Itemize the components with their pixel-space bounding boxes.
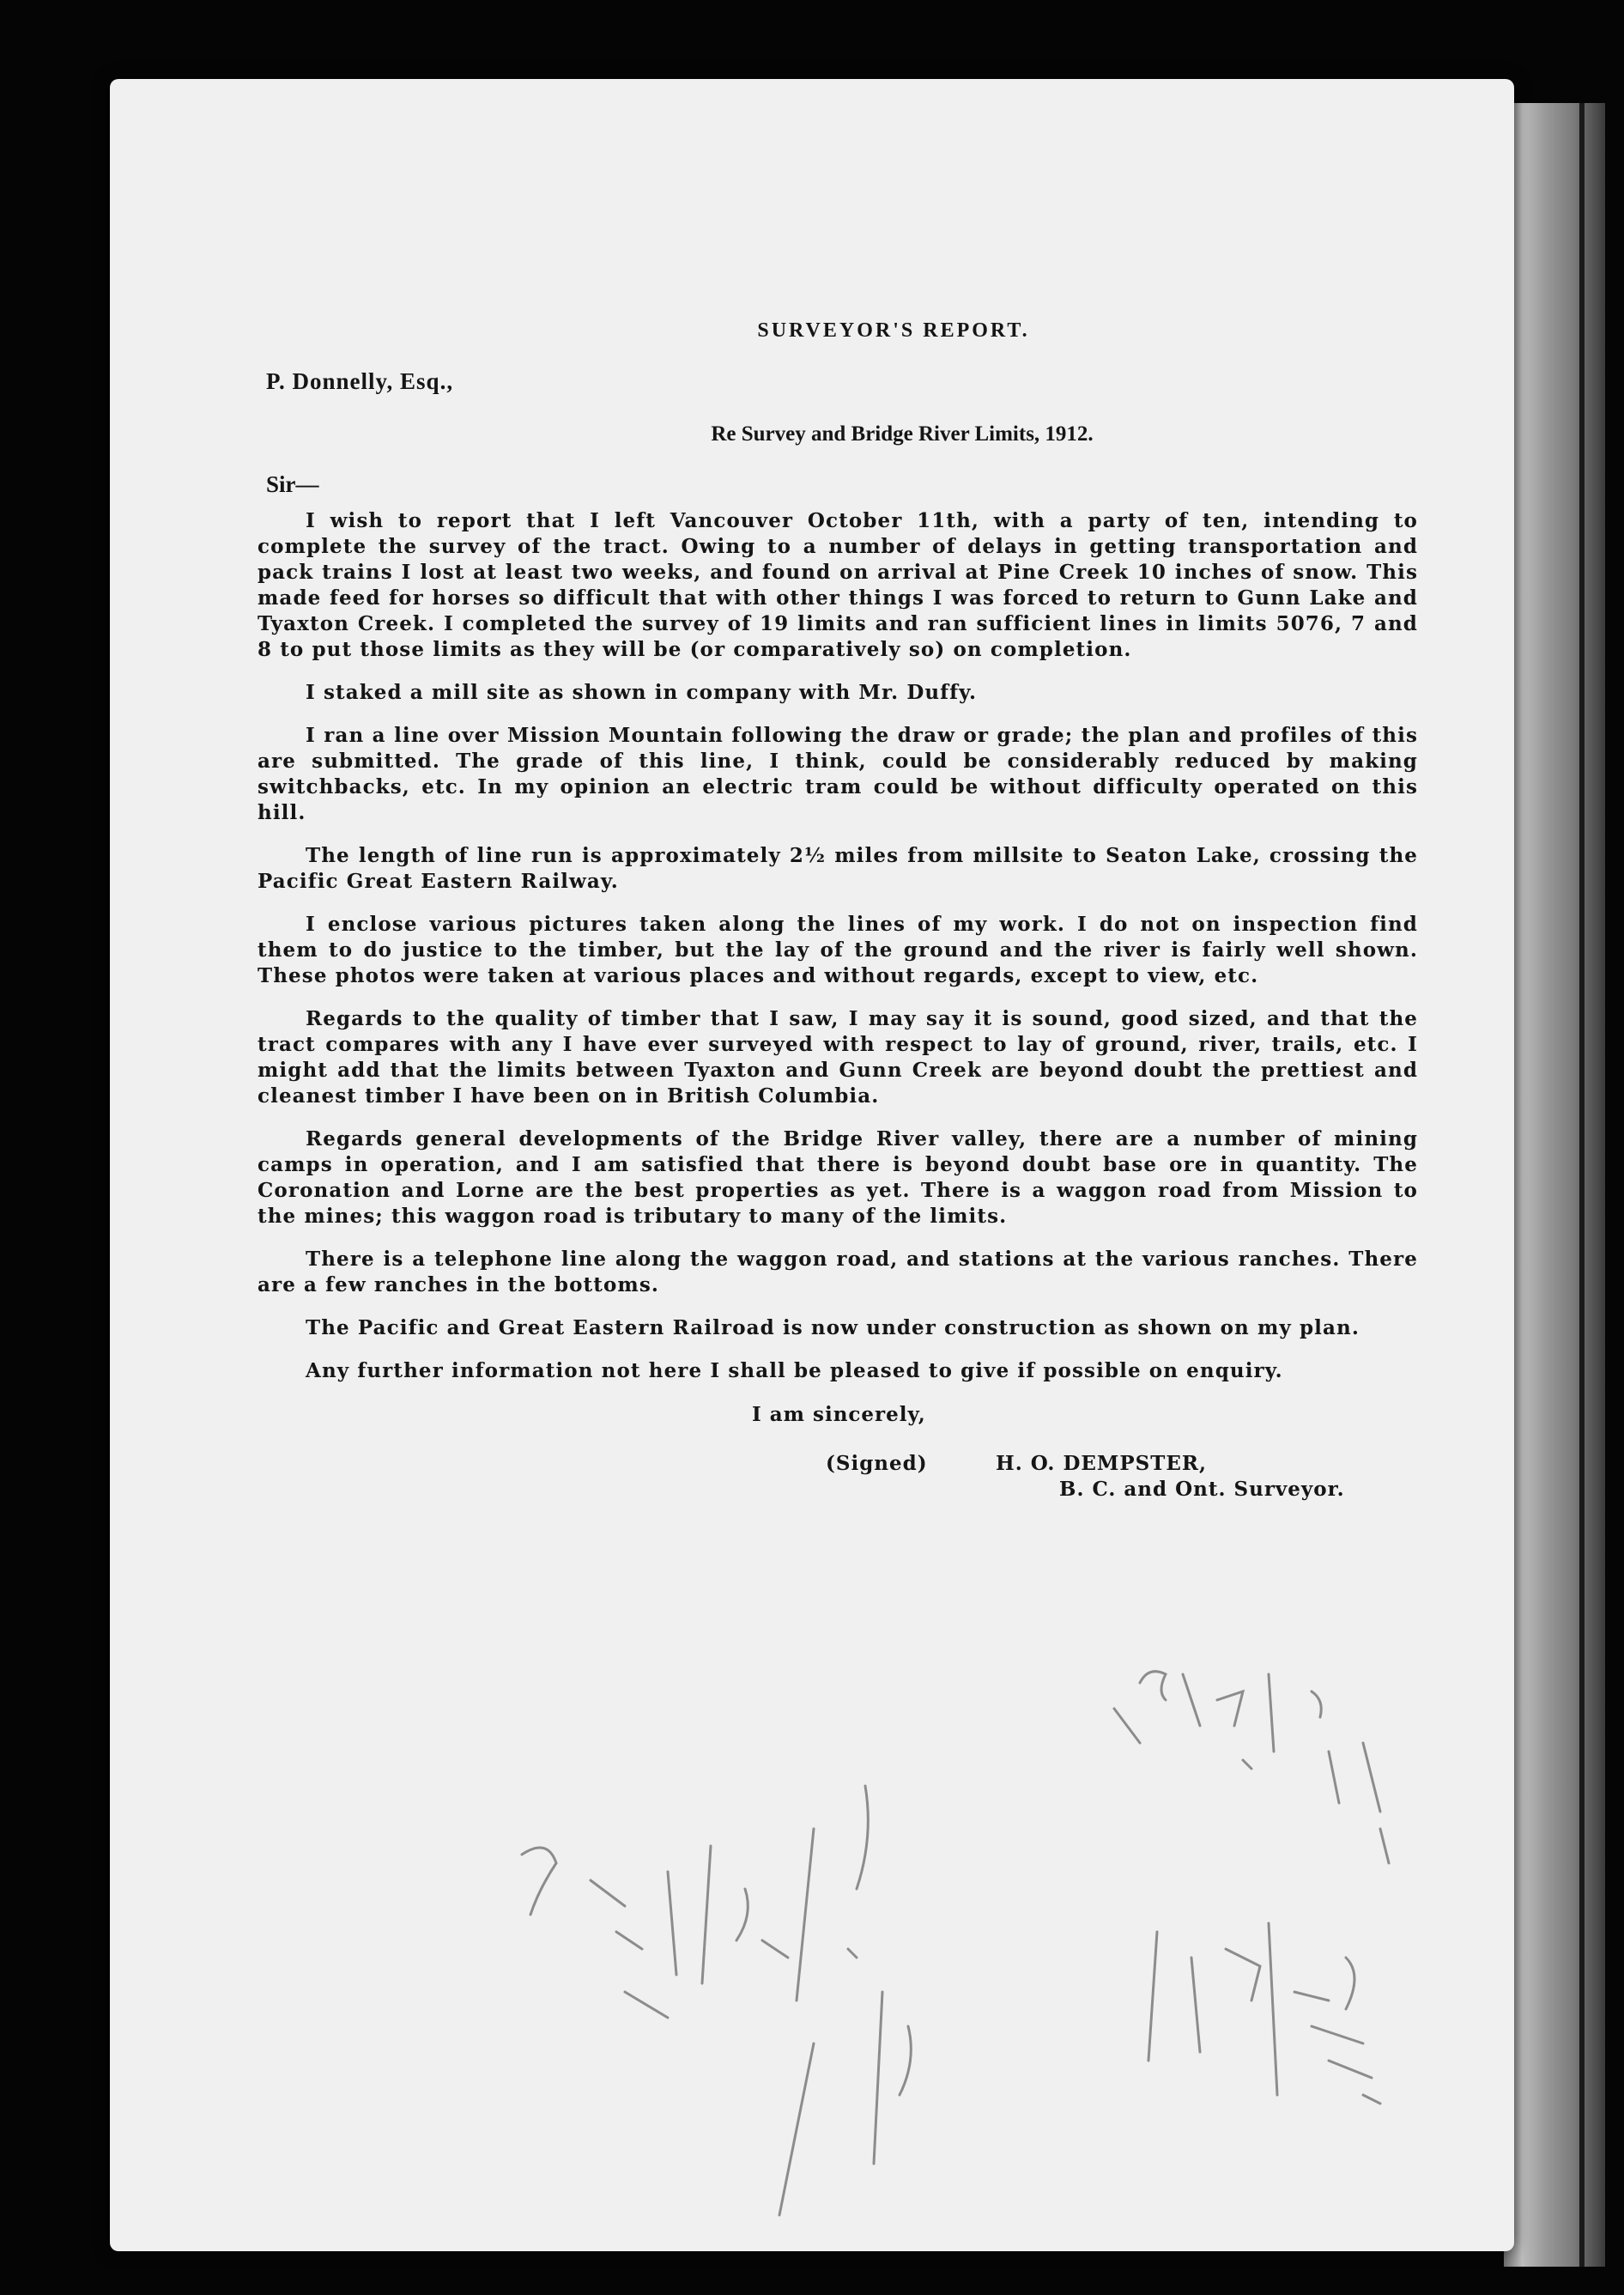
binding-edge [1579, 103, 1585, 2267]
signatory-title: B. C. and Ont. Surveyor. [1059, 1478, 1345, 1501]
addressee: P. Donnelly, Esq., [266, 368, 454, 394]
paragraph: I ran a line over Mission Mountain following the draw or grade; the plan and profiles of this are submitted. The grade of this line, I think, could be considerably reduced by making switchbacks, etc. In my opinion an electric tram could be without difficulty operated on this hill. [258, 724, 1418, 824]
paragraph: Regards general developments of the Bridge River valley, there are a number of mining camps in operation, and I am satisfied that there is beyond doubt base ore in quantity. The Coronation and Lorne are the best properties as yet. There is a waggon road from Mission to the mines; this waggon road is tributary to many of the limits. [258, 1127, 1418, 1228]
signatory-name: H. O. DEMPSTER, [996, 1452, 1208, 1475]
salutation: Sir— [266, 471, 319, 497]
paragraph: I enclose various pictures taken along the lines of my work. I do not on inspection find them to do justice to the timber, but the lay of the ground and the river is fairly well shown. These photos were taken at various places and without regards, except to view, etc. [258, 913, 1418, 987]
report-title: SURVEYOR'S REPORT. [757, 319, 1030, 342]
signature-block [258, 1450, 1418, 1510]
paragraph: I wish to report that I left Vancouver October 11th, with a party of ten, intending to complete the survey of the tract. Owing to a number of delays in getting transportation and pack trains I lost at least two weeks, and found on arrival at Pine Creek 10 inches of snow. This made feed for horses so difficult that with other things I was forced to return to Gunn Lake and Tyaxton Creek. I completed the survey of 19 limits and ran sufficient lines in limits 5076, 7 and 8 to put those limits as they will be (or comparatively so) on completion. [258, 509, 1418, 661]
paragraph: I staked a mill site as shown in company with Mr. Duffy. [306, 681, 978, 704]
report-body [258, 318, 1418, 1510]
binding-strip [1504, 103, 1605, 2267]
signed-label: (Signed) [826, 1452, 928, 1475]
paragraph: The length of line run is approximately 2½ miles from millsite to Seaton Lake, crossing the Pacific Great Eastern Railway. [258, 844, 1418, 893]
closing: I am sincerely, [752, 1403, 926, 1426]
paragraph: There is a telephone line along the waggon road, and stations at the various ranches. There are a few ranches in the bottoms. [258, 1248, 1418, 1296]
paragraph: The Pacific and Great Eastern Railroad is now under construction as shown on my plan. [306, 1316, 1360, 1339]
subject-line: Re Survey and Bridge River Limits, 1912. [711, 422, 1094, 446]
paragraph: Any further information not here I shall be pleased to give if possible on enquiry. [306, 1359, 1283, 1382]
paragraph: Regards to the quality of timber that I saw, I may say it is sound, good sized, and that the tract compares with any I have ever surveyed with respect to lay of ground, river, trails, etc. I might add that the limits between Tyaxton and Gunn Creek are beyond doubt the prettiest and cleanest timber I have been on in British Columbia. [258, 1007, 1418, 1108]
